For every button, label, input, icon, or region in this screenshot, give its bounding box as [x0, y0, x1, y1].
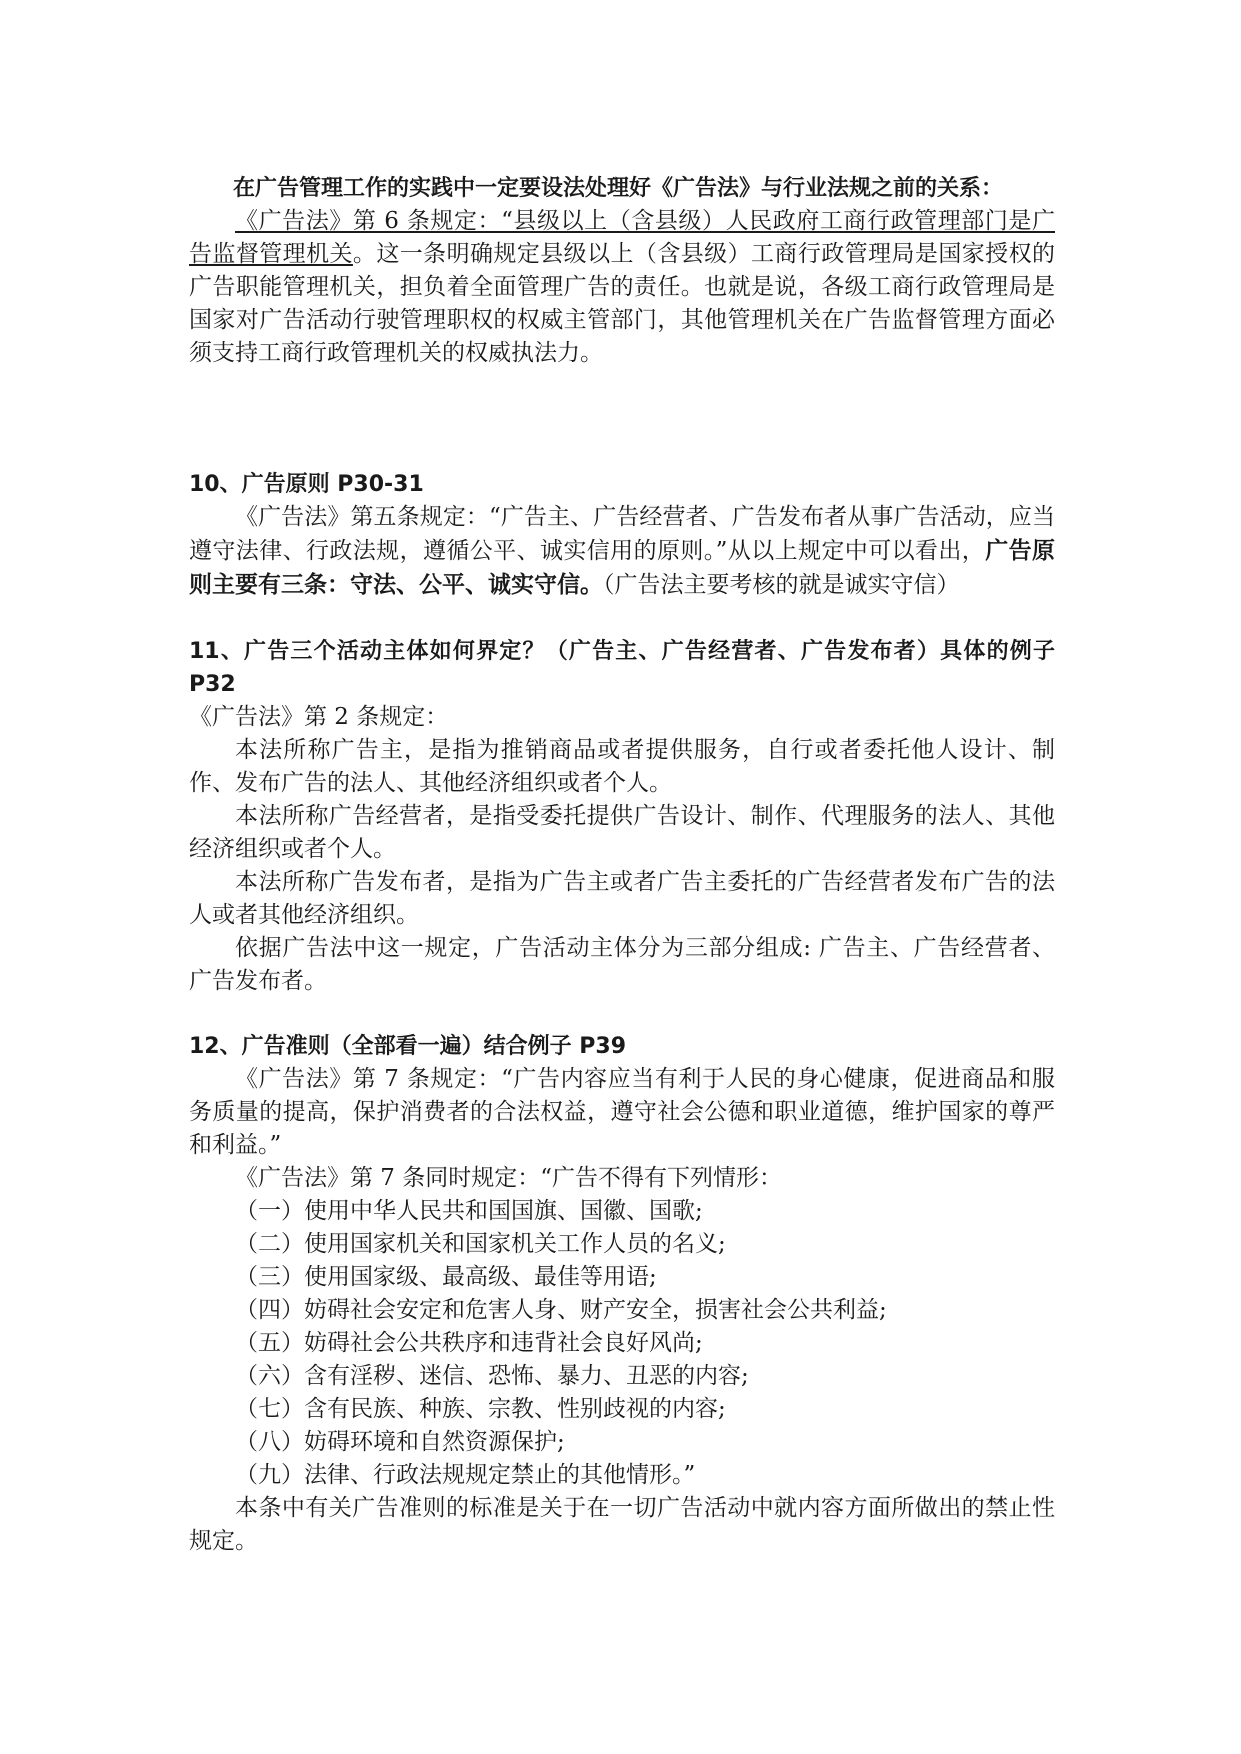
section-12-paragraph: 《广告法》第 7 条同时规定：“广告不得有下列情形： [235, 1165, 783, 1191]
list-item: （三）使用国家级、最高级、最佳等用语; [235, 1264, 657, 1290]
section-11-paragraph: 本法所称广告经营者，是指受委托提供广告设计、制作、代理服务的法人、其他经济组织或者个人。 [189, 803, 1055, 862]
section-12-paragraph: 《广告法》第 7 条规定：“广告内容应当有利于人民的身心健康，促进商品和服务质量的提高，保护消费者的合法权益，遵守社会公德和职业道德，维护国家的尊严和利益。” [189, 1066, 1055, 1158]
section-10-paragraph [189, 501, 1055, 602]
list-item: （六）含有淫秽、迷信、恐怖、暴力、丑恶的内容; [235, 1363, 749, 1389]
spacer [189, 602, 1055, 635]
list-item: （一）使用中华人民共和国国旗、国徽、国歌; [235, 1198, 703, 1224]
list-item: （七）含有民族、种族、宗教、性别歧视的内容; [235, 1396, 726, 1422]
section-11-paragraph: 本法所称广告发布者，是指为广告主或者广告主委托的广告经营者发布广告的法人或者其他经济组织。 [189, 869, 1055, 928]
section-11-heading: 11、广告三个活动主体如何界定？（广告主、广告经营者、广告发布者）具体的例子 P32 [189, 639, 1055, 697]
document-page [189, 172, 1055, 1558]
underlined-quote: 《广告法》第 6 条规定：“县级以上（含县级）人民政府工商行政管理部门是广告监督管理机关 [189, 208, 1055, 267]
intro-paragraph-rest: 。这一条明确规定县级以上（含县级）工商行政管理局是国家授权的广告职能管理机关，担负着全面管理广告的责任。也就是说，各级工商行政管理局是国家对广告活动行驶管理职权的权威主管部门，其他管理机关在广告监督管理方面必须支持工商行政管理机关的权威执法力。 [189, 241, 1056, 366]
section-10-text: 《广告法》第五条规定：“广告主、广告经营者、广告发布者从事广告活动，应当遵守法律、行政法规，遵循公平、诚实信用的原则。”从以上规定中可以看出， [189, 504, 1055, 564]
spacer [189, 998, 1055, 1030]
list-item: （二）使用国家机关和国家机关工作人员的名义; [235, 1231, 726, 1257]
section-11-paragraph: 本法所称广告主，是指为推销商品或者提供服务，自行或者委托他人设计、制作、发布广告的法人、其他经济组织或者个人。 [189, 737, 1055, 796]
section-12-heading: 12、广告准则（全部看一遍）结合例子 P39 [189, 1034, 627, 1059]
intro-paragraph [189, 205, 1055, 370]
list-item: （四）妨碍社会安定和危害人身、财产安全，损害社会公共利益; [235, 1297, 887, 1323]
section-10-note: （广告法主要考核的就是诚实守信） [603, 572, 960, 598]
intro-heading: 在广告管理工作的实践中一定要设法处理好《广告法》与行业法规之前的关系： [233, 176, 1004, 201]
section-11-paragraph: 依据广告法中这一规定，广告活动主体分为三部分组成: 广告主、广告经营者、广告发布者。 [189, 935, 1055, 994]
section-12-closing: 本条中有关广告准则的标准是关于在一切广告活动中就内容方面所做出的禁止性规定。 [189, 1495, 1055, 1554]
spacer [189, 370, 1055, 468]
list-item: （九）法律、行政法规规定禁止的其他情形。” [235, 1462, 696, 1488]
section-11-lead: 《广告法》第 2 条规定： [189, 704, 449, 730]
list-item: （五）妨碍社会公共秩序和违背社会良好风尚; [235, 1330, 703, 1356]
list-item: （八）妨碍环境和自然资源保护; [235, 1429, 565, 1455]
section-10-bold-text: 广告原则主要有三条：守法、公平、诚实守信。 [189, 537, 1055, 598]
section-10-heading: 10、广告原则 P30-31 [189, 472, 424, 497]
